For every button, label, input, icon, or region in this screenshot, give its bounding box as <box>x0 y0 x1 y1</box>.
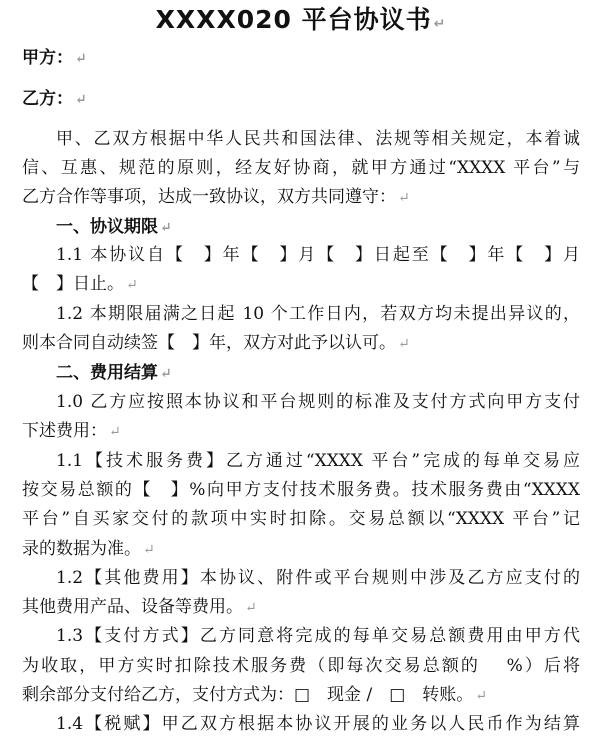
document-line <box>22 272 580 297</box>
paragraph-mark-icon: ↵ <box>126 277 138 293</box>
paragraph-mark-icon: ↵ <box>398 336 410 352</box>
document-line <box>22 419 580 444</box>
document-line <box>56 361 580 386</box>
line-text: 乙方合作等事项，达成一致协议，双方共同遵守： <box>22 187 396 207</box>
paragraph-mark-icon: ↵ <box>160 366 172 382</box>
line-text: 1.4【税赋】甲乙双方根据本协议开展的业务以人民币作为结算 <box>56 714 580 734</box>
document-line <box>22 683 580 708</box>
line-text: 1.0 乙方应按照本协议和平台规则的标准及支付方式向甲方支付 <box>56 392 580 412</box>
paragraph-mark-icon: ↵ <box>75 92 87 108</box>
line-text: 一、协议期限 <box>56 217 158 237</box>
line-text: 【 】日止。 <box>22 274 124 294</box>
line-text: 1.2【其他费用】本协议、附件或平台规则中涉及乙方应支付的 <box>56 568 580 588</box>
paragraph-mark-icon: ↵ <box>160 220 172 236</box>
document-line <box>22 156 580 180</box>
line-text: 甲方： <box>22 48 73 68</box>
paragraph-mark-icon: ↵ <box>475 688 487 704</box>
document-line <box>56 624 580 648</box>
paragraph-mark-icon: ↵ <box>143 542 155 558</box>
line-text: 为收取，甲方实时扣除技术服务费（即每次交易总额的 %）后将 <box>22 656 580 676</box>
line-text: 其他费用产品、设备等费用。 <box>22 597 243 617</box>
document-line <box>56 215 580 240</box>
document-title-text: XXXX020 平台协议书 <box>155 5 432 34</box>
document-line <box>22 87 580 112</box>
line-text: 平台”自买家交付的款项中实时扣除。交易总额以“XXXX 平台”记 <box>22 509 580 529</box>
paragraph-mark-icon: ↵ <box>433 16 447 32</box>
document-line <box>56 390 580 414</box>
document-line <box>22 331 580 356</box>
line-text: 剩余部分支付给乙方，支付方式为：□ 现金 / □ 转账。 <box>22 685 474 705</box>
document-title <box>0 3 602 41</box>
line-text: 信、互惠、规范的原则，经友好协商，就甲方通过“XXXX 平台”与 <box>22 158 580 178</box>
document-line <box>56 712 580 736</box>
line-text: 二、费用结算 <box>56 363 158 383</box>
document-line <box>22 46 580 71</box>
line-text: 甲、乙双方根据中华人民共和国法律、法规等相关规定，本着诚 <box>56 129 580 149</box>
paragraph-mark-icon: ↵ <box>109 424 121 440</box>
line-text: 录的数据为准。 <box>22 539 141 559</box>
document-line <box>56 243 580 267</box>
paragraph-mark-icon: ↵ <box>398 190 410 206</box>
line-text: 1.2 本期限届满之日起 10 个工作日内，若双方均未提出异议的， <box>56 304 580 324</box>
line-text: 按交易总额的【 】%向甲方支付技术服务费。技术服务费由“XXXX <box>22 480 580 500</box>
document-line <box>22 507 580 531</box>
document-line <box>22 478 580 502</box>
document-line <box>56 127 580 151</box>
line-text: 下述费用： <box>22 421 107 441</box>
line-text: 1.3【支付方式】乙方同意将完成的每单交易总额费用由甲方代 <box>56 626 580 646</box>
line-text: 1.1【技术服务费】乙方通过“XXXX 平台”完成的每单交易应 <box>56 451 580 471</box>
line-text: 1.1 本协议自【 】年【 】月【 】日起至【 】年【 】月 <box>56 245 580 265</box>
document-line <box>22 537 580 562</box>
document-line <box>22 595 580 620</box>
document-line <box>22 185 580 210</box>
document-line <box>56 302 580 326</box>
line-text: 则本合同自动续签【 】年，双方对此予以认可。 <box>22 333 396 353</box>
line-text: 乙方： <box>22 89 73 109</box>
document-line <box>56 449 580 473</box>
paragraph-mark-icon: ↵ <box>245 600 257 616</box>
document-line <box>22 654 580 678</box>
document-line <box>56 566 580 590</box>
paragraph-mark-icon: ↵ <box>75 51 87 67</box>
